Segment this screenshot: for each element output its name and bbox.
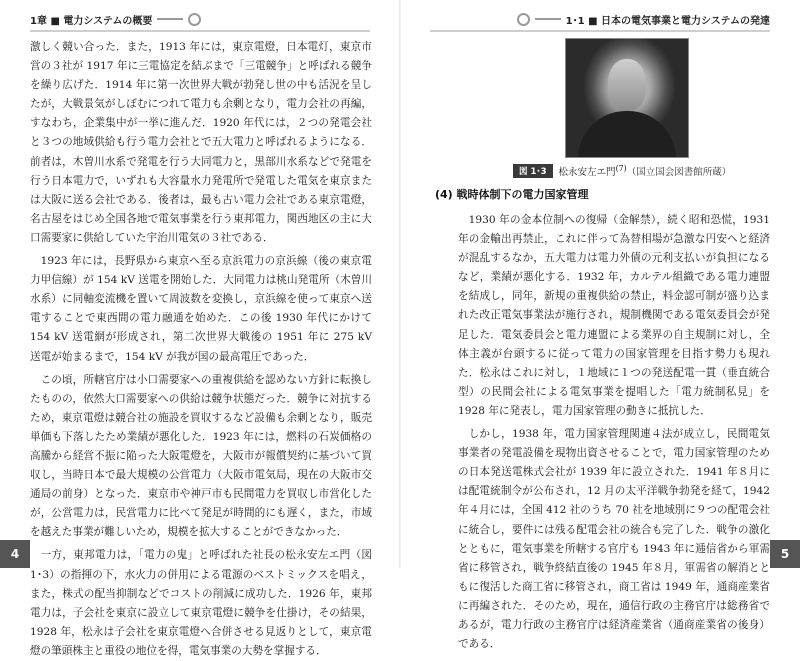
portrait-face-shape xyxy=(608,59,646,111)
paragraph: この頃，所轄官庁は小口需要家への重複供給を認めない方針に転換したものの，依然大口需要家への供給は競争状態だった．競争に対抗するため，東京電燈は競合社の施設を買収するなど設備も余剰となり，販売単価も下落したため業績が悪化した．1923 年には，燃料の石炭価格の高騰から経営不振に陥った大阪電燈を，大阪市が報償契約に基づいて買収し，当時日本で最大規模の公営電力（大阪市電気局，現在の大阪市交通局の前身）となった．東京市や神戸市も民間電力を買収し市営化したが，公営電力は，民営電力に比べて発足が時間的にも遅く，また，市域を越えた事業が難しいため，規模を拡大することができなかった． xyxy=(30,373,372,539)
right-header-rule xyxy=(430,30,770,32)
portrait-suit-shape xyxy=(578,111,676,158)
portrait-photo xyxy=(565,38,689,158)
section-heading: (4) 戦時体制下の電力国家管理 xyxy=(435,188,589,201)
left-running-header xyxy=(30,10,201,28)
figure-caption-text: 松永安左エ門$^{(7)}$（国立国会図書館所蔵） xyxy=(558,164,732,179)
header-line-decoration xyxy=(157,18,183,20)
header-ring-icon xyxy=(517,13,530,26)
header-line-decoration xyxy=(535,18,561,20)
paragraph: 一方，東邦電力は，「電力の鬼」と呼ばれた社長の松永安左エ門（図 1･3）の指揮の下，水火力の併用による電源のベストミックスを唱え，また，株式の配当抑制などでコストの削減に成功した．1926 年，東邦電力は，子会社を東京に設立して東京電燈に競争を仕掛け，その結果，1928 年，松永は子会社を東京電燈へ合併させる見返りとして，東京電燈の筆頭株主と重役の地位を得，電気事業の大勢を掌握する． xyxy=(30,549,372,657)
right-body-text xyxy=(458,211,770,654)
header-ring-icon xyxy=(188,13,201,26)
paragraph: しかし，1938 年，電力国家管理関連４法が成立し，民間電気事業者の発電設備を現物出資させることで，電力国家管理のための日本発送電株式会社が 1939 年に設立された．1941 年８月には配電統制令が公布され，12 月の太平洋戦争勃発を経て，1942 年４月には，全国 412 社のうち 70 社を地域別に９つの配電会社に統合し，要件には残る配電会社の統合も完了した．戦争の激化とともに，電気事業を所轄する官庁も 1943 年に逓信省から軍需省に移管され，戦争終結直後の 1945 年８月，軍需省の解消とともに復活した商工省に移管され，商工省は 1949 年，通商産業省に再編された．そのため，現在，通信行政の主務官庁は総務省であるが，電力行政の主務官庁は経済産業省（通商産業省の後身）である． xyxy=(458,428,771,651)
left-header-rule xyxy=(30,30,370,32)
figure-credit: （国立国会図書館所蔵） xyxy=(626,167,732,179)
paragraph: 1923 年には，長野県から東京へ至る京浜電力の京浜線（後の東京電力甲信線）が 154 kV 送電を開始した．大同電力は桃山発電所（木曽川水系）に同軸変流機を置いて周波数を変換し，京浜線を使って東京へ送電することで東西間の電力融通を始めた．この後 1930 年代にかけて 154 kV 送電網が形成され，第二次世界大戦後の 1951 年に 275 kV 送電が始まるまで，154 kV が我が国の最高電圧であった． xyxy=(30,255,372,363)
footnote-mark: (7) xyxy=(615,164,627,173)
left-page-number: 4 xyxy=(0,540,30,568)
right-page-number: 5 xyxy=(770,540,800,568)
right-header-text: 1･1 ■ 日本の電気事業と電力システムの発達 xyxy=(565,15,770,27)
paragraph: 1930 年の金本位制への復帰（金解禁），続く昭和恐慌，1931 年の金輸出再禁止，これに伴って為替相場が急激な円安へと経済が混乱するなか，五大電力は電力外債の元利支払いが負担になるなど，業績が悪化する．1932 年，カルテル組織である電力連盟を結成し，同年，新規の重複供給の禁止，料金認可制が盛り込まれた改正電気事業法が施行され，規制機関である電気委員会が発足した．電気委員会と電力連盟による業界の自主規制に対し，全体主義が台頭するに従って電力の国家管理を目指す勢力も現れた．松永はこれに対し，１地域に１つの発送配電一貫（垂直統合型）の民間会社による電気事業を提唱した「電力統制私見」を 1928 年に発表し，電力国家管理の動きに抵抗した． xyxy=(458,214,770,417)
paragraph: 激しく競い合った．また，1913 年には，東京電燈，日本電灯，東京市営の３社が 1917 年に三電協定を結ぶまで「三電競争」と呼ばれる競争を繰り広げた．1914 年に第一次世界大戦が勃発し世の中も活況を呈したが，大戦景気がしぼむにつれて電力も余剰となり，電力会社の再編，すなわち，企業集中が一挙に進んだ．1920 年代には，２つの発電会社と３つの地域供給も行う電力会社とで五大電力と呼ばれるようになる．前者は，木曽川水系で発電を行う大同電力と，黒部川水系などで発電を行う日本電力で，いずれも大容量水力発電所で発電した電気を東京または大阪に送る会社である．後者は，最も古い電力会社である東京電燈，名古屋をはじめ全国各地で電気事業を行う東邦電力，関西地区の主に大口需要家に供給していた宇治川電気の３社である． xyxy=(30,41,372,244)
left-page xyxy=(0,0,400,657)
figure-label: 図 1･3 xyxy=(513,164,553,178)
left-header-text: 1章 ■ 電力システムの概要 xyxy=(30,15,153,27)
right-running-header xyxy=(517,10,770,28)
figure-caption xyxy=(513,164,731,178)
